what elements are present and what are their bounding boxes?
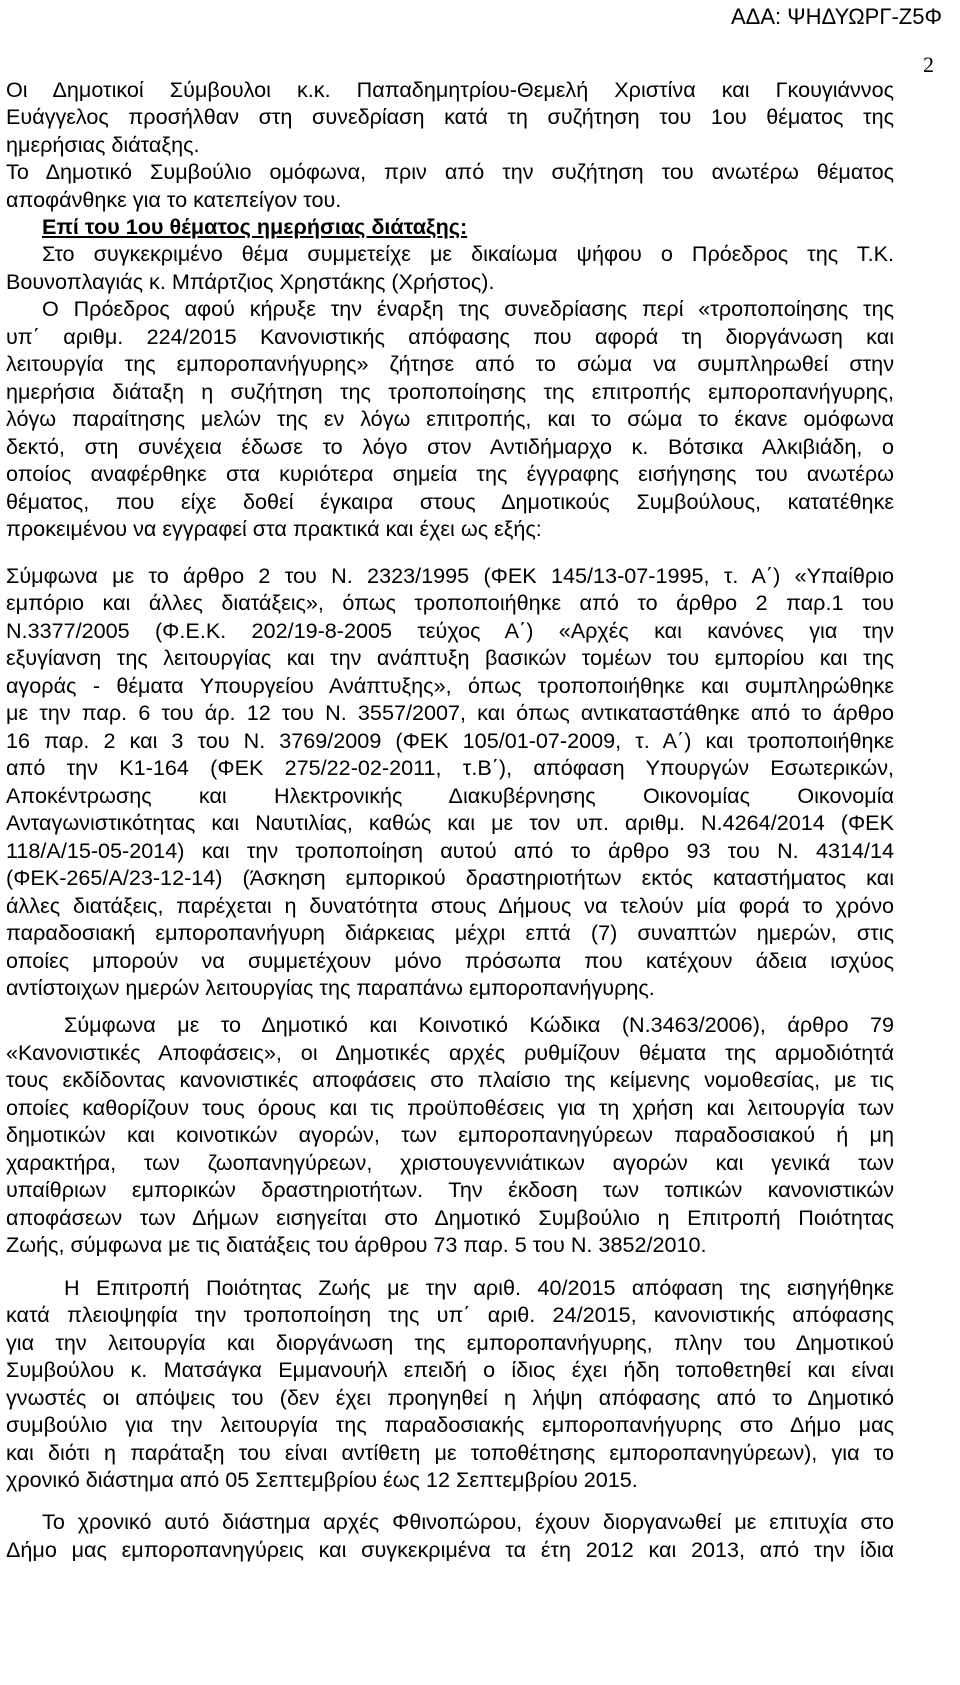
text-line: κατά πλειοψηφία την τροποποίηση της υπ΄ αριθ. 24/2015, κανονιστικής απόφασης (6, 1302, 894, 1327)
text-line: αποφάσεων των Δήμων εισηγείται στο Δημοτικό Συμβούλιο η Επιτροπή Ποιότητας (6, 1205, 894, 1230)
text-line: Βουνοπλαγιάς κ. Μπάρτζιος Χρηστάκης (Χρήστος). (6, 269, 495, 294)
text-line: οποίες καθορίζουν τους όρους και τις προϋποθέσεις για τη χρήση και λειτουργία των (6, 1095, 894, 1120)
text-line: οποίες μπορούν να συμμετέχουν μόνο πρόσωπα που κατέχουν άδεια ισχύος (6, 948, 894, 973)
text-line: Ο Πρόεδρος αφού κήρυξε την έναρξη της συνεδρίασης περί «τροποποίησης της (42, 296, 894, 321)
text-line: 118/Α/15-05-2014) και την τροποποίηση αυτού από το άρθρο 93 του Ν. 4314/14 (6, 838, 894, 863)
text-line: και διότι η παράταξη του είναι αντίθετη με τοποθέτησης εμποροπανηγύρεων), για το (6, 1440, 894, 1465)
text-line: εξυγίανση της λειτουργίας και την ανάπτυξη βασικών τομέων του εμπορίου και της (6, 645, 894, 670)
text-line: γνωστές οι απόψεις του (δεν έχει προηγηθεί η λήψη απόφασης από το Δημοτικό (6, 1385, 894, 1410)
text-line: Ανταγωνιστικότητας και Ναυτιλίας, καθώς και με τον υπ. αριθμ. Ν.4264/2014 (ΦΕΚ (6, 810, 894, 835)
text-line: ημερήσιας διάταξης. (6, 132, 200, 157)
text-line: δεκτό, στη συνέχεια έδωσε το λόγο στον Αντιδήμαρχο κ. Βότσικα Αλκιβιάδη, ο (6, 434, 894, 459)
text-line: (ΦΕΚ-265/Α/23-12-14) (Άσκηση εμπορικού δραστηριοτήτων εκτός καταστήματος και (6, 865, 894, 890)
text-line: αγοράς - θέματα Υπουργείου Ανάπτυξης», όπως τροποποιήθηκε και συμπληρώθηκε (6, 673, 894, 698)
text-line: Ζωής, σύμφωνα με τις διατάξεις του άρθρου 73 παρ. 5 του Ν. 3852/2010. (6, 1232, 707, 1257)
text-line: Σύμφωνα με το άρθρο 2 του Ν. 2323/1995 (ΦΕΚ 145/13-07-1995, τ. Α΄) «Υπαίθριο (6, 563, 894, 588)
text-line: χαρακτήρα, των ζωοπανηγύρεων, χριστουγεννιάτικων αγορών και γενικά των (6, 1150, 894, 1175)
text-line: Το Δημοτικό Συμβούλιο ομόφωνα, πριν από την συζήτηση του ανωτέρω θέματος (6, 159, 894, 184)
text-line: οποίος αναφέρθηκε στα κυριότερα σημεία της έγγραφης εισήγησης του ανωτέρω (6, 461, 894, 486)
text-line: Ν.3377/2005 (Φ.Ε.Κ. 202/19-8-2005 τεύχος Α΄) «Αρχές και κανόνες για την (6, 618, 894, 643)
text-line: για την λειτουργία και διοργάνωση της εμποροπανήγυρης, πλην του Δημοτικού (6, 1330, 894, 1355)
text-line: Η Επιτροπή Ποιότητας Ζωής με την αριθ. 40/2015 απόφαση της εισηγήθηκε (64, 1275, 894, 1300)
text-line: τους εκδίδοντας κανονιστικές αποφάσεις στο πλαίσιο της κείμενης νομοθεσίας, με τις (6, 1067, 894, 1092)
text-line: από την Κ1-164 (ΦΕΚ 275/22-02-2011, τ.Β΄), απόφαση Υπουργών Εσωτερικών, (6, 755, 894, 780)
text-line: Ευάγγελος προσήλθαν στη συνεδρίαση κατά τη συζήτηση του 1ου θέματος της (6, 104, 894, 129)
text-line: θέματος, που είχε δοθεί έγκαιρα στους Δημοτικούς Συμβούλους, κατατέθηκε (6, 489, 894, 514)
text-line: χρονικό διάστημα από 05 Σεπτεμβρίου έως 12 Σεπτεμβρίου 2015. (6, 1467, 638, 1492)
text-line: αντίστοιχων ημερών λειτουργίας της παραπάνω εμποροπανήγυρης. (6, 975, 655, 1000)
ada-code: ΑΔΑ: ΨΗΔΥΩΡΓ-Ζ5Φ (730, 4, 942, 29)
text-line: ημερήσια διάταξη η συζήτηση της τροποποίησης της επιτροπής εμποροπανήγυρης, (6, 379, 894, 404)
text-line: άλλες διατάξεις, παρέχεται η δυνατότητα στους Δήμους να τελούν μία φορά το χρόνο (6, 893, 894, 918)
text-line: υπαίθριων εμπορικών δραστηριοτήτων. Την έκδοση των τοπικών κανονιστικών (6, 1177, 894, 1202)
text-line: Συμβούλου κ. Ματσάγκα Εμμανουήλ επειδή ο ίδιος έχει ήδη τοποθετηθεί και είναι (6, 1357, 894, 1382)
text-line: Το χρονικό αυτό διάστημα αρχές Φθινοπώρου, έχουν διοργανωθεί με επιτυχία στο (42, 1509, 894, 1534)
text-line: Δήμο μας εμποροπανηγύρεις και συγκεκριμένα τα έτη 2012 και 2013, από την ίδια (6, 1537, 894, 1562)
text-line: Στο συγκεκριμένο θέμα συμμετείχε με δικαίωμα ψήφου ο Πρόεδρος της Τ.Κ. (42, 241, 894, 266)
text-line: εμπόριο και άλλες διατάξεις», όπως τροποποιήθηκε από το άρθρο 2 παρ.1 του (6, 590, 894, 615)
text-line: παραδοσιακή εμποροπανήγυρη διάρκειας μέχρι επτά (7) συναπτών ημερών, στις (6, 920, 894, 945)
text-line: υπ΄ αριθμ. 224/2015 Κανονιστικής απόφασης που αφορά τη διοργάνωση και (6, 324, 894, 349)
text-line: δημοτικών και κοινοτικών αγορών, των εμποροπανηγύρεων παραδοσιακού ή μη (6, 1122, 894, 1147)
text-line: Σύμφωνα με το Δημοτικό και Κοινοτικό Κώδικα (Ν.3463/2006), άρθρο 79 (64, 1012, 894, 1037)
text-line: Αποκέντρωσης και Ηλεκτρονικής Διακυβέρνησης Οικονομίας Οικονομία (6, 783, 894, 808)
text-line: με την παρ. 6 του άρ. 12 του Ν. 3557/2007, και όπως αντικαταστάθηκε από το άρθρο (6, 700, 894, 725)
section-heading: Επί του 1ου θέματος ημερήσιας διάταξης: (42, 214, 468, 239)
page-number: 2 (923, 52, 934, 77)
text-line: προκειμένου να εγγραφεί στα πρακτικά και έχει ως εξής: (6, 516, 542, 541)
text-line: Οι Δημοτικοί Σύμβουλοι κ.κ. Παπαδημητρίου-Θεμελή Χριστίνα και Γκουγιάννος (6, 77, 894, 102)
text-line: 16 παρ. 2 και 3 του Ν. 3769/2009 (ΦΕΚ 105/01-07-2009, τ. Α΄) και τροποποιήθηκε (6, 728, 894, 753)
text-line: λόγω παραίτησης μελών της εν λόγω επιτροπής, και το σώμα το έκανε ομόφωνα (6, 406, 894, 431)
text-line: συμβούλιο για την λειτουργία της παραδοσιακής εμποροπανήγυρης στο Δήμο μας (6, 1412, 894, 1437)
text-line: «Κανονιστικές Αποφάσεις», οι Δημοτικές αρχές ρυθμίζουν θέματα της αρμοδιότητά (6, 1040, 894, 1065)
text-line: λειτουργία της εμποροπανήγυρης» ζήτησε από το σώμα να συμπληρωθεί στην (6, 351, 894, 376)
text-line: αποφάνθηκε για το κατεπείγον του. (6, 187, 342, 212)
